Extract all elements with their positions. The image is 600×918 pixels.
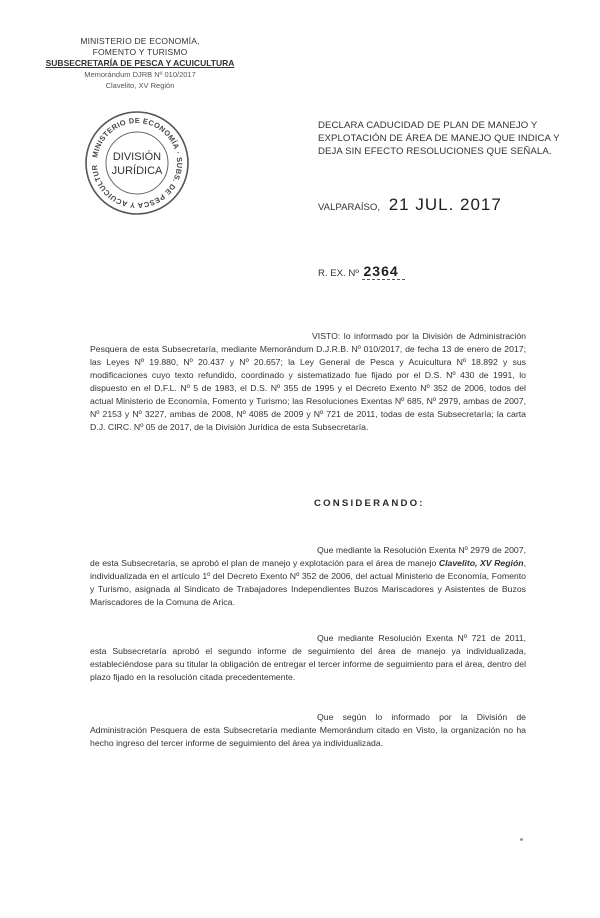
- memo-reference: Memorándum DJRB Nº 010/2017: [84, 70, 196, 79]
- rex-label: R. EX. Nº: [318, 268, 359, 279]
- considerando-1-text-b: , individualizada en el artículo 1º del Decreto Exento Nº 352 de 2006, del actual Ministerio de Economía, Fomento y Turismo, asignada al Sindicato de Trabajadores Independientes Buzos Mariscadores y Asistentes de Buzos Mariscadores de la Comuna de Arica.: [90, 558, 526, 607]
- letterhead: [40, 36, 240, 91]
- division-juridica-stamp: [82, 108, 192, 218]
- visto-paragraph: VISTO: lo informado por la División de Administración Pesquera de esta Subsecretaría, mediante Memorándum D.J.R.B. Nº 010/2017, de fecha 13 de enero de 2017; las Leyes Nº 19.880, Nº 20.437 y Nº 20.657; la Ley General de Pesca y Acuicultura Nº 18.892 y sus modificaciones cuyo texto refundido, coordinado y sistematizado fue fijado por el D.S. Nº 430 de 1991, lo dispuesto en el D.F.L. Nº 5 de 1983, el D.S. Nº 355 de 1995 y el Decreto Exento Nº 352 de 2006, todos del actual Ministerio de Economía, Fomento y Turismo; las Resoluciones Exentas Nº 685, Nº 2979, ambas de 2007, Nº 2153 y Nº 3227, ambas de 2008, Nº 4085 de 2009 y Nº 721 de 2011, todas de esta Subsecretaría; la carta D.J. CIRC. Nº 05 de 2017, de la División Jurídica de esta Subsecretaría.: [90, 331, 526, 432]
- considerando-1-area-name: Clavelito, XV Región: [438, 558, 524, 568]
- rex-number: 2364: [362, 263, 405, 280]
- stamp-seal-icon: [82, 108, 192, 218]
- considerando-paragraph-3: Que según lo informado por la División de Administración Pesquera de esta Subsecretaría mediante Memorándum citado en Visto, la organización no ha hecho ingreso del tercer informe de seguimiento del área ya individualizada.: [90, 712, 526, 748]
- considerando-paragraph-1: [90, 544, 526, 609]
- dateline: [318, 195, 502, 215]
- subsecretaria-name: SUBSECRETARÍA DE PESCA Y ACUICULTURA: [45, 58, 235, 68]
- stamp-center-line1: DIVISIÓN: [112, 151, 162, 163]
- ministry-name-line1: MINISTERIO DE ECONOMÍA,: [80, 36, 200, 46]
- area-reference: Clavelito, XV Región: [105, 81, 175, 90]
- resolution-number: [318, 263, 405, 279]
- considerando-1-text-a: Que mediante la Resolución Exenta Nº 2979 de 2007, de esta Subsecretaría, se aprobó el plan de manejo y explotación para el área de manejo: [90, 545, 526, 568]
- resolution-subject: DECLARA CADUCIDAD DE PLAN DE MANEJO Y EXPLOTACIÓN DE ÁREA DE MANEJO QUE INDICA Y DEJA SIN EFECTO RESOLUCIONES QUE SEÑALA.: [318, 120, 560, 157]
- scan-speck: [520, 838, 523, 841]
- stamp-ring-text: MINISTERIO DE ECONOMÍA · SUBS. DE PESCA Y ACUICULTUR: [89, 115, 185, 211]
- stamp-center-line2: JURÍDICA: [111, 165, 163, 177]
- dateline-city: VALPARAÍSO,: [318, 202, 381, 213]
- dateline-date-stamp: 21 JUL. 2017: [388, 195, 502, 214]
- ministry-name-line2: FOMENTO Y TURISMO: [92, 47, 188, 57]
- considerando-heading: CONSIDERANDO:: [314, 498, 425, 509]
- considerando-paragraph-2: Que mediante Resolución Exenta Nº 721 de 2011, esta Subsecretaría aprobó el segundo informe de seguimiento del área de manejo ya individualizada, estableciéndose para su titular la obligación de entregar el tercer informe de seguimiento para el área, dentro del plazo fijado en la resolución citada precedentemente.: [90, 633, 526, 682]
